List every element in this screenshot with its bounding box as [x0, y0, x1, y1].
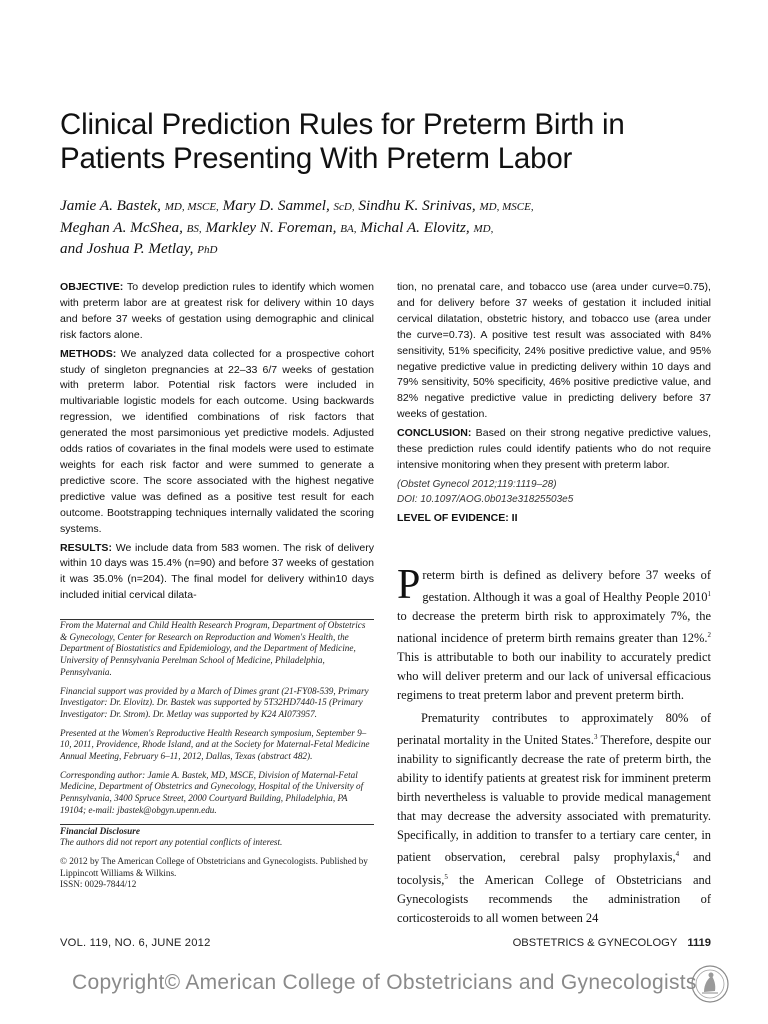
abstract-methods	[60, 347, 374, 538]
reference-marker: 2	[707, 631, 711, 640]
author-degree: MD,	[473, 222, 494, 235]
author-name: Jamie A. Bastek,	[60, 197, 161, 214]
abstract-right-column	[397, 280, 711, 527]
body-text: This is attributable to both our inability to accurately predict who will deliver preterm and our lack of universal efficacious regimens to treat preterm labor and prevent preterm birth.	[397, 650, 711, 703]
copyright-note	[60, 856, 374, 879]
author-degree: MD, MSCE,	[164, 201, 219, 213]
results-label: RESULTS:	[60, 541, 112, 554]
reference-marker: 5	[444, 872, 448, 881]
abstract-results	[60, 541, 374, 605]
methods-text: We analyzed data collected for a prospective cohort study of singleton pregnancies at 22–33 6/7 weeks of gestation with preterm labor. Potential risk factors were included in multivariable logistic models for each outcome. Using backwards regression, we identified combinations of risk factors that generated the most parsimonious yet predictive models. Adjusted odds ratios of covariates in the final models were used to estimate weights for each risk factor and were summed to generate a predictive score. The score associated with the highest negative predictive value was defined as a positive test result for each outcome. Bootstrapping techniques internally validated the scoring systems.	[60, 347, 374, 535]
abstract-conclusion	[397, 426, 711, 474]
footnotes	[60, 620, 374, 891]
corresponding-author-note: Corresponding author: Jamie A. Bastek, MD, MSCE, Division of Maternal-Fetal Medicine, Department of Obstetrics and Gynecology, Hospital of the University of Pennsylvania, 3400 Spruce Street, 2000 Courtyard Building, Philadelphia, PA 19104; e-mail: jbastek@obgyn.upenn.edu.	[60, 769, 364, 815]
journal-footer	[513, 937, 711, 949]
conclusion-label: CONCLUSION:	[397, 427, 472, 440]
author-name: Michal A. Elovitz,	[360, 218, 470, 236]
body-text-column	[397, 562, 711, 928]
author-degree: BS,	[186, 222, 202, 235]
page-number: 1119	[687, 937, 711, 949]
issn: ISSN: 0029-7844/12	[60, 879, 137, 890]
body-text: to decrease the preterm birth risk to approximately 7%, the national incidence of preterm birth remains greater than 12%.	[397, 609, 711, 646]
objective-label: OBJECTIVE:	[60, 281, 124, 293]
body-paragraph-1	[397, 562, 711, 705]
author-name: Sindhu K. Srinivas,	[358, 197, 476, 214]
methods-label: METHODS:	[60, 347, 117, 360]
body-text: and tocolysis,	[397, 850, 711, 887]
reference-marker: 4	[675, 850, 680, 859]
body-text: reterm birth is defined as delivery before 37 weeks of gestation. Although it was a goal of Healthy People 2010	[422, 568, 711, 605]
abstract-left-column	[60, 280, 374, 607]
author-degree: ScD,	[333, 201, 355, 213]
body-text: Prematurity contributes to approximately 80% of perinatal mortality in the United States.	[397, 711, 711, 748]
author-degree: MD, MSCE,	[479, 201, 534, 213]
presented-note: Presented at the Women's Reproductive Health Research symposium, September 9–10, 2011, Providence, Rhode Island, and at the Society for Maternal-Fetal Medicine Annual Meeting, February 6–11, 2012, Dallas, Texas (abstract 482).	[60, 727, 370, 762]
body-paragraph-2	[397, 709, 711, 927]
objective-text: To develop prediction rules to identify which women with preterm labor are at greatest risk for delivery within 10 days and before 37 weeks of gestation using demographic and clinical risk factors alone.	[60, 281, 374, 341]
body-text: the American College of Obstetricians and Gynecologists recommends the administration of corticosteroids to all women between 24	[397, 872, 711, 925]
article-title: Clinical Prediction Rules for Preterm Birth in Patients Presenting With Preterm Labor	[60, 108, 625, 175]
results-continued: tion, no prenatal care, and tobacco use (area under curve=0.75), and for delivery before 37 weeks of gestation it included initial cervical dilatation, obstetric history, and tobacco use (area under the curve=0.73). A positive test result was associated with 84% sensitivity, 51% specificity, 24% positive predictive value, and 95% negative predictive value in predicting delivery within 10 days and 79% sensitivity, 50% specificity, 46% positive predictive value, and 82% negative predictive value in predicting delivery before 37 weeks of gestation.	[397, 281, 711, 421]
disclosure-text: The authors did not report any potential conflicts of interest.	[60, 837, 283, 848]
disclosure-label: Financial Disclosure	[60, 825, 140, 836]
journal-name: OBSTETRICS & GYNECOLOGY	[512, 937, 678, 949]
conclusion-text: Based on their strong negative predictive values, these prediction rules could identify patients who do not require intensive monitoring when they present with preterm labor.	[397, 427, 711, 471]
author-name: and Joshua P. Metlay,	[60, 240, 194, 257]
author-name: Meghan A. McShea,	[60, 218, 183, 236]
disclosure-divider	[60, 824, 374, 825]
results-text: We include data from 583 women. The risk of delivery within 10 days was 15.4% (n=90) and before 37 weeks of gestation it was 35.0% (n=204). The final model for delivery within10 days included initial cervical dilata-	[60, 541, 374, 602]
funding-note: Financial support was provided by a March of Dimes grant (21-FY08-539, Primary Investigator: Dr. Elovitz). Dr. Bastek was supported by 5T32HD7440-15 (Primary Investigator: Dr. Strom). Dr. Metlay was supported by K24 AI073957.	[60, 685, 369, 719]
reference-marker: 1	[707, 590, 711, 598]
affiliation-note: From the Maternal and Child Health Research Program, Department of Obstetrics & Gynecology, Center for Research on Reproduction and Women's Health, the Department of Biostatistics and Epidemiology, and the Department of Medicine, University of Pennsylvania Perelman School of Medicine, Philadelphia, Pennsylvania.	[60, 620, 366, 677]
level-of-evidence: LEVEL OF EVIDENCE: II	[397, 511, 518, 524]
author-degree: PhD	[197, 244, 218, 256]
copyright-watermark: Copyright© American College of Obstetricians and Gynecologists	[72, 971, 697, 994]
citation: (Obstet Gynecol 2012;119:1119–28)	[397, 478, 557, 490]
author-list	[60, 196, 620, 261]
reference-marker: 3	[593, 733, 598, 742]
acog-seal-icon	[690, 964, 730, 1004]
copyright-text: © 2012 by The American College of Obstetricians and Gynecologists. Published by Lippincott Williams & Wilkins.	[60, 855, 368, 878]
author-name: Mary D. Sammel,	[222, 197, 330, 214]
drop-cap: P	[397, 562, 421, 608]
author-degree: BA,	[340, 222, 357, 235]
author-name: Markley N. Foreman,	[205, 218, 337, 236]
abstract-objective	[60, 280, 374, 344]
journal-volume: VOL. 119, NO. 6, JUNE 2012	[60, 937, 211, 949]
body-text: Therefore, despite our inability to significantly decrease the rate of preterm birth, the ability to identify patients at greatest risk for imminent preterm birth nevertheless is valuable to provide medical management that may decrease the adversity associated with prematurity. Specifically, in addition to transfer to a tertiary care center, in patient observation, cerebral palsy prophylaxis,	[397, 733, 711, 865]
doi: DOI: 10.1097/AOG.0b013e31825503e5	[397, 493, 574, 505]
